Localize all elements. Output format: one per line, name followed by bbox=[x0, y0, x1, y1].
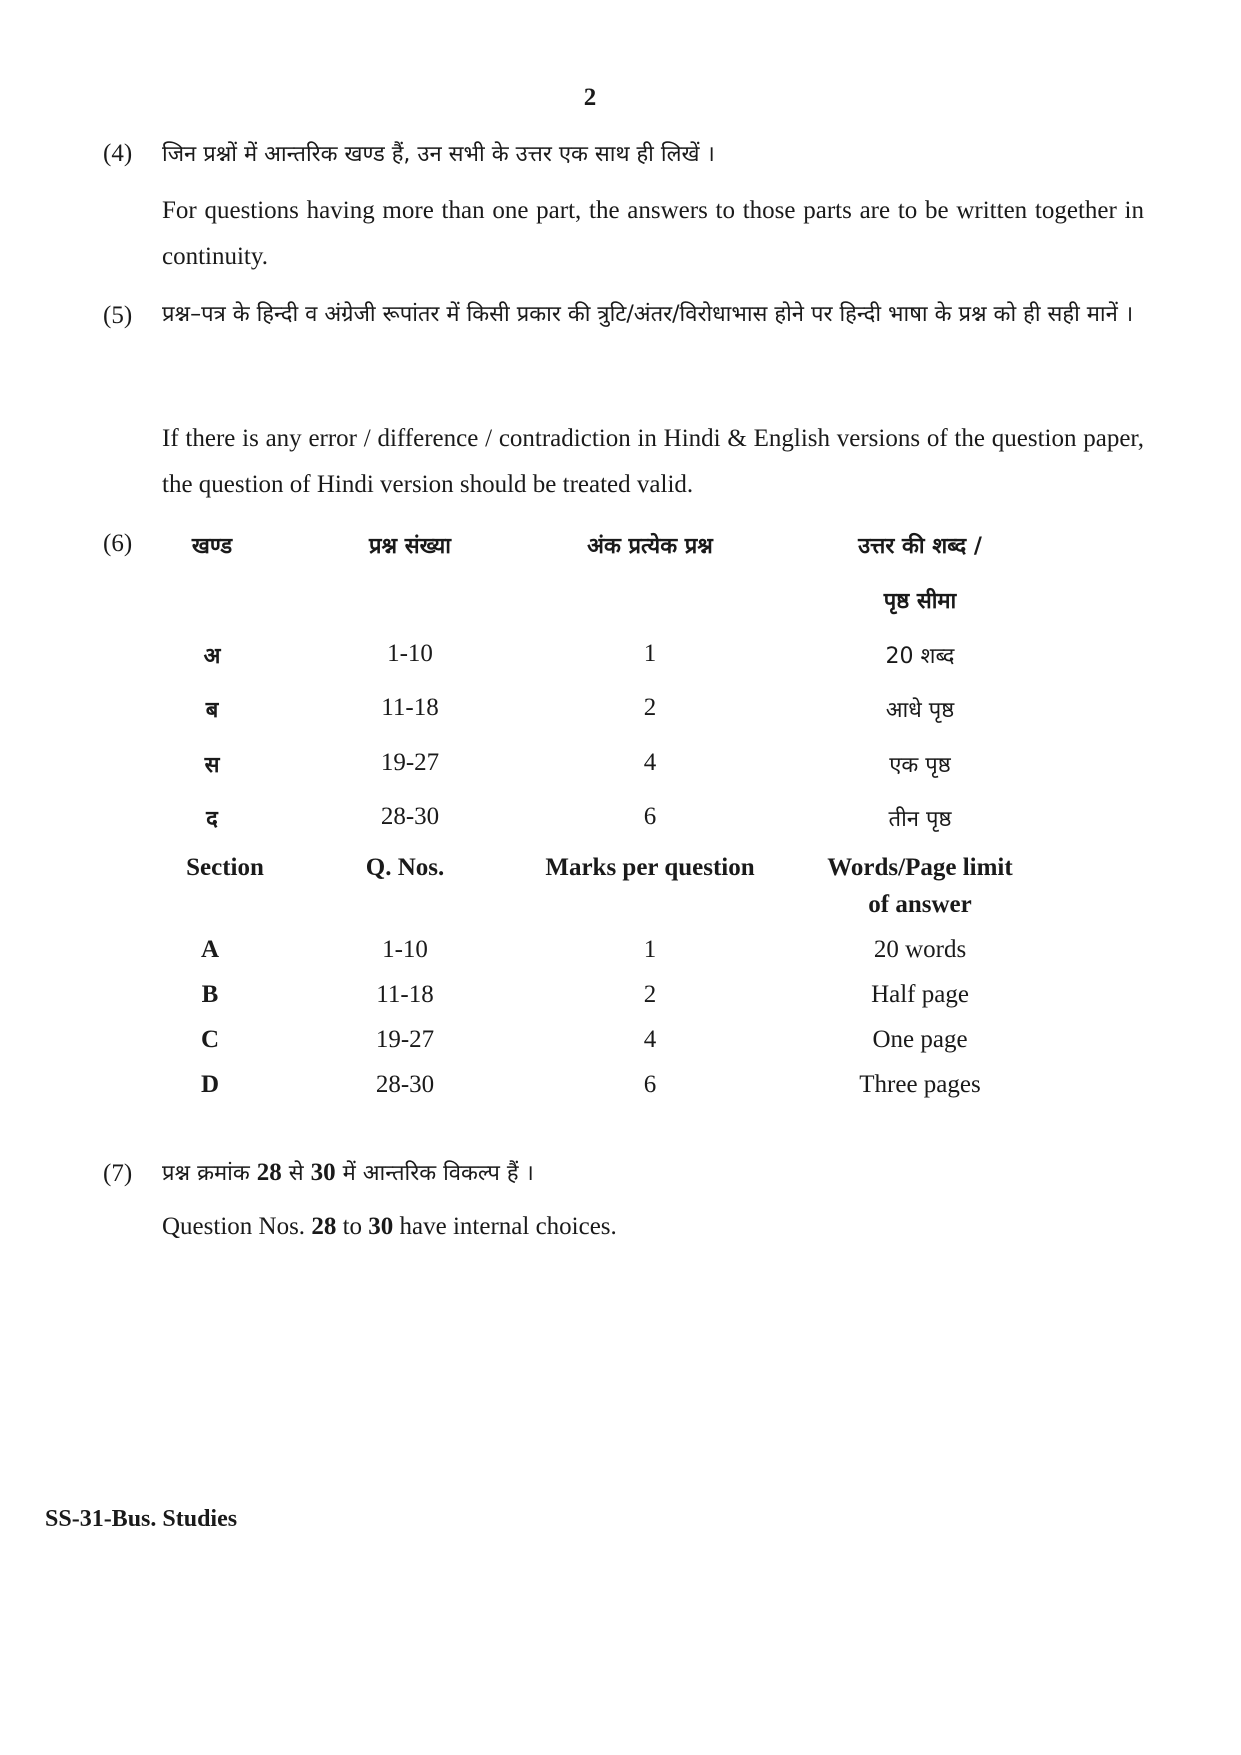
english-cell-qnos: 11-18 bbox=[376, 981, 434, 1008]
english-cell-section: D bbox=[200, 1071, 220, 1098]
instruction-7-english: Question Nos. 28 to 30 have internal choices. bbox=[162, 1213, 617, 1240]
english-cell-marks: 4 bbox=[643, 1026, 657, 1053]
english-cell-marks: 1 bbox=[643, 936, 657, 963]
english-header-section: Section bbox=[186, 854, 264, 881]
english-cell-qnos: 28-30 bbox=[375, 1071, 435, 1098]
page-footer: SS-31-Bus. Studies bbox=[45, 1506, 238, 1532]
instruction-4-hindi: जिन प्रश्नों में आन्तरिक खण्ड हैं, उन सभी के उत्तर एक साथ ही लिखें । bbox=[162, 142, 715, 167]
hindi-cell-section: द bbox=[206, 807, 218, 832]
hindi-cell-marks: 4 bbox=[643, 749, 657, 776]
hindi-cell-qnos: 19-27 bbox=[380, 749, 440, 776]
english-cell-marks: 6 bbox=[643, 1071, 657, 1098]
hindi-cell-limit: 20 शब्द bbox=[885, 644, 955, 669]
hindi-cell-qnos: 11-18 bbox=[381, 694, 439, 721]
hindi-cell-marks: 2 bbox=[643, 694, 657, 721]
page-number: 2 bbox=[583, 84, 597, 111]
hindi-cell-section: स bbox=[204, 753, 220, 778]
english-header-qnos: Q. Nos. bbox=[365, 854, 445, 881]
instruction-7-number: (7) bbox=[103, 1160, 133, 1187]
hindi-header-limit: उत्तर की शब्द / bbox=[858, 534, 982, 559]
hindi-cell-section: ब bbox=[205, 698, 219, 723]
instruction-4-number: (4) bbox=[103, 140, 133, 167]
hindi-cell-limit: तीन पृष्ठ bbox=[888, 807, 952, 832]
hindi-header-limit-2: पृष्ठ सीमा bbox=[883, 589, 957, 614]
english-cell-qnos: 1-10 bbox=[382, 936, 428, 963]
english-cell-limit: 20 words bbox=[873, 936, 967, 963]
english-header-marks: Marks per question bbox=[545, 854, 755, 881]
instruction-6-number: (6) bbox=[103, 530, 133, 557]
hindi-header-marks: अंक प्रत्येक प्रश्न bbox=[587, 534, 713, 559]
english-cell-section: A bbox=[200, 936, 220, 963]
instruction-4-english: For questions having more than one part, the answers to those parts are to be written together in continuity. bbox=[162, 197, 1144, 270]
instruction-5-english: If there is any error / difference / contradiction in Hindi & English versions of the question paper, the question of Hindi version should be treated valid. bbox=[162, 425, 1144, 498]
instruction-7-hindi: प्रश्न क्रमांक 28 से 30 में आन्तरिक विकल्प हैं । bbox=[162, 1159, 534, 1186]
instruction-5-number: (5) bbox=[103, 302, 133, 329]
hindi-cell-marks: 1 bbox=[643, 640, 657, 667]
english-cell-limit: Three pages bbox=[859, 1071, 981, 1098]
hindi-cell-qnos: 28-30 bbox=[380, 803, 440, 830]
hindi-cell-section: अ bbox=[203, 644, 221, 669]
hindi-header-qnos: प्रश्न संख्या bbox=[369, 534, 451, 559]
english-cell-qnos: 19-27 bbox=[375, 1026, 435, 1053]
instruction-5-hindi: प्रश्न–पत्र के हिन्दी व अंग्रेजी रूपांतर में किसी प्रकार की त्रुटि/अंतर/विरोधाभास होने पर हिन्दी भाषा के प्रश्न को ही सही मानें । bbox=[162, 302, 1134, 327]
hindi-cell-qnos: 1-10 bbox=[387, 640, 433, 667]
english-cell-limit: One page bbox=[872, 1026, 968, 1053]
english-cell-section: B bbox=[201, 981, 219, 1008]
english-cell-marks: 2 bbox=[643, 981, 657, 1008]
english-cell-section: C bbox=[200, 1026, 220, 1053]
english-header-limit-2: of answer bbox=[868, 891, 972, 918]
hindi-cell-limit: एक पृष्ठ bbox=[889, 753, 951, 778]
english-cell-limit: Half page bbox=[871, 981, 969, 1008]
hindi-cell-marks: 6 bbox=[643, 803, 657, 830]
english-header-limit: Words/Page limit bbox=[827, 854, 1013, 881]
hindi-cell-limit: आधे पृष्ठ bbox=[885, 698, 955, 723]
hindi-header-section: खण्ड bbox=[191, 534, 233, 559]
